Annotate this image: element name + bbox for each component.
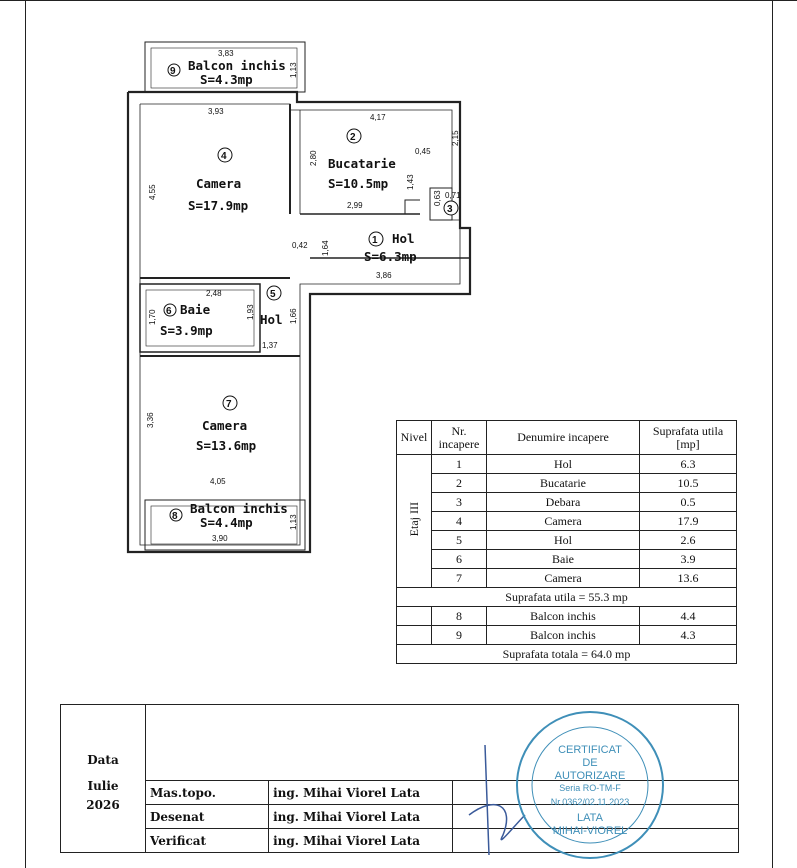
table-row-area: 13.6 — [640, 569, 737, 588]
svg-text:CERTIFICAT: CERTIFICAT — [558, 744, 622, 756]
svg-text:3,90: 3,90 — [212, 534, 228, 543]
table-row-nr: 7 — [432, 569, 487, 588]
table-row-area: 3.9 — [640, 550, 737, 569]
svg-text:DE: DE — [582, 757, 598, 769]
svg-text:0,42: 0,42 — [292, 241, 308, 250]
svg-text:1,13: 1,13 — [289, 514, 298, 530]
svg-text:5: 5 — [270, 289, 276, 300]
svg-text:1,43: 1,43 — [406, 174, 415, 190]
table-row-area: 4.4 — [640, 607, 737, 626]
table-row-nr: 9 — [432, 626, 487, 645]
table-row-area: 2.6 — [640, 531, 737, 550]
svg-text:4,17: 4,17 — [370, 113, 386, 122]
table-row-name: Hol — [487, 455, 640, 474]
room-6-area: S=3.9mp — [160, 323, 213, 338]
table-row-area: 10.5 — [640, 474, 737, 493]
room-8-name: Balcon inchis — [190, 501, 288, 516]
rooms-table — [396, 420, 737, 664]
svg-text:2,15: 2,15 — [451, 130, 460, 146]
table-row-name: Camera — [487, 512, 640, 531]
role-label: Verificat — [146, 829, 269, 853]
room-7-name: Camera — [202, 418, 248, 433]
svg-text:1,93: 1,93 — [246, 304, 255, 320]
svg-text:1,37: 1,37 — [262, 341, 278, 350]
grand-total: Suprafata totala = 64.0 mp — [397, 645, 737, 664]
person-name: ing. Mihai Viorel Lata — [269, 805, 453, 829]
svg-text:2,99: 2,99 — [347, 201, 363, 210]
table-row-nr: 3 — [432, 493, 487, 512]
room-9-area: S=4.3mp — [200, 72, 253, 87]
level-cell: Etaj III — [397, 455, 432, 588]
svg-text:4: 4 — [221, 151, 227, 162]
table-row-nr: 1 — [432, 455, 487, 474]
role-label: Desenat — [146, 805, 269, 829]
header-nivel: Nivel — [397, 421, 432, 455]
signature-mark — [469, 745, 525, 855]
svg-text:1,66: 1,66 — [289, 308, 298, 324]
table-row-name: Bucatarie — [487, 474, 640, 493]
table-row-nr: 8 — [432, 607, 487, 626]
table-row-area: 0.5 — [640, 493, 737, 512]
svg-text:1,70: 1,70 — [148, 309, 157, 325]
table-row-name: Camera — [487, 569, 640, 588]
svg-text:3,93: 3,93 — [208, 107, 224, 116]
room-4-area: S=17.9mp — [188, 198, 249, 213]
date-cell: Data Iulie 2026 — [61, 705, 146, 853]
svg-text:6: 6 — [166, 306, 172, 317]
table-row-name: Baie — [487, 550, 640, 569]
table-row-nr: 4 — [432, 512, 487, 531]
svg-text:1,13: 1,13 — [289, 62, 298, 78]
room-5-name: Hol — [260, 312, 283, 327]
header-area: Suprafata utila [mp] — [640, 421, 737, 455]
room-1-name: Hol — [392, 231, 415, 246]
svg-text:9: 9 — [170, 66, 176, 77]
role-label: Mas.topo. — [146, 781, 269, 805]
svg-text:2: 2 — [350, 132, 356, 143]
svg-text:3,36: 3,36 — [146, 412, 155, 428]
table-row-area: 6.3 — [640, 455, 737, 474]
table-row-area: 17.9 — [640, 512, 737, 531]
svg-text:8: 8 — [172, 511, 178, 522]
room-7-area: S=13.6mp — [196, 438, 257, 453]
svg-text:2,48: 2,48 — [206, 289, 222, 298]
svg-text:3,86: 3,86 — [376, 271, 392, 280]
svg-text:3: 3 — [447, 204, 453, 215]
header-nr: Nr. incapere — [432, 421, 487, 455]
svg-text:4,55: 4,55 — [148, 184, 157, 200]
room-6-name: Baie — [180, 302, 211, 317]
table-row-name: Balcon inchis — [487, 607, 640, 626]
svg-text:3,83: 3,83 — [218, 49, 234, 58]
room-8-area: S=4.4mp — [200, 515, 253, 530]
table-row-name: Hol — [487, 531, 640, 550]
useful-total: Suprafata utila = 55.3 mp — [397, 588, 737, 607]
svg-text:MIHAI-VIOREL: MIHAI-VIOREL — [552, 825, 628, 837]
table-row-nr: 5 — [432, 531, 487, 550]
table-row-nr: 2 — [432, 474, 487, 493]
authorization-stamp — [455, 705, 685, 865]
svg-text:AUTORIZARE: AUTORIZARE — [554, 770, 626, 782]
svg-text:0,63: 0,63 — [433, 190, 442, 206]
table-row-area: 4.3 — [640, 626, 737, 645]
svg-text:1: 1 — [372, 235, 378, 246]
svg-text:0,45: 0,45 — [415, 147, 431, 156]
person-name: ing. Mihai Viorel Lata — [269, 829, 453, 853]
room-1-area: S=6.3mp — [364, 249, 417, 264]
room-9-name: Balcon inchis — [188, 58, 286, 73]
table-row-nr: 6 — [432, 550, 487, 569]
svg-text:2,80: 2,80 — [309, 150, 318, 166]
header-name: Denumire incapere — [487, 421, 640, 455]
room-2-name: Bucatarie — [328, 156, 396, 171]
svg-text:7: 7 — [226, 399, 232, 410]
svg-text:Nr.0362/02.11.2023: Nr.0362/02.11.2023 — [550, 797, 630, 807]
svg-text:LATA: LATA — [577, 812, 603, 824]
svg-text:4,05: 4,05 — [210, 477, 226, 486]
table-row-name: Debara — [487, 493, 640, 512]
person-name: ing. Mihai Viorel Lata — [269, 781, 453, 805]
svg-text:0,71: 0,71 — [445, 191, 461, 200]
svg-text:1,64: 1,64 — [321, 240, 330, 256]
room-4-name: Camera — [196, 176, 242, 191]
table-row-name: Balcon inchis — [487, 626, 640, 645]
svg-text:Seria RO-TM-F: Seria RO-TM-F — [559, 783, 621, 793]
room-2-area: S=10.5mp — [328, 176, 389, 191]
